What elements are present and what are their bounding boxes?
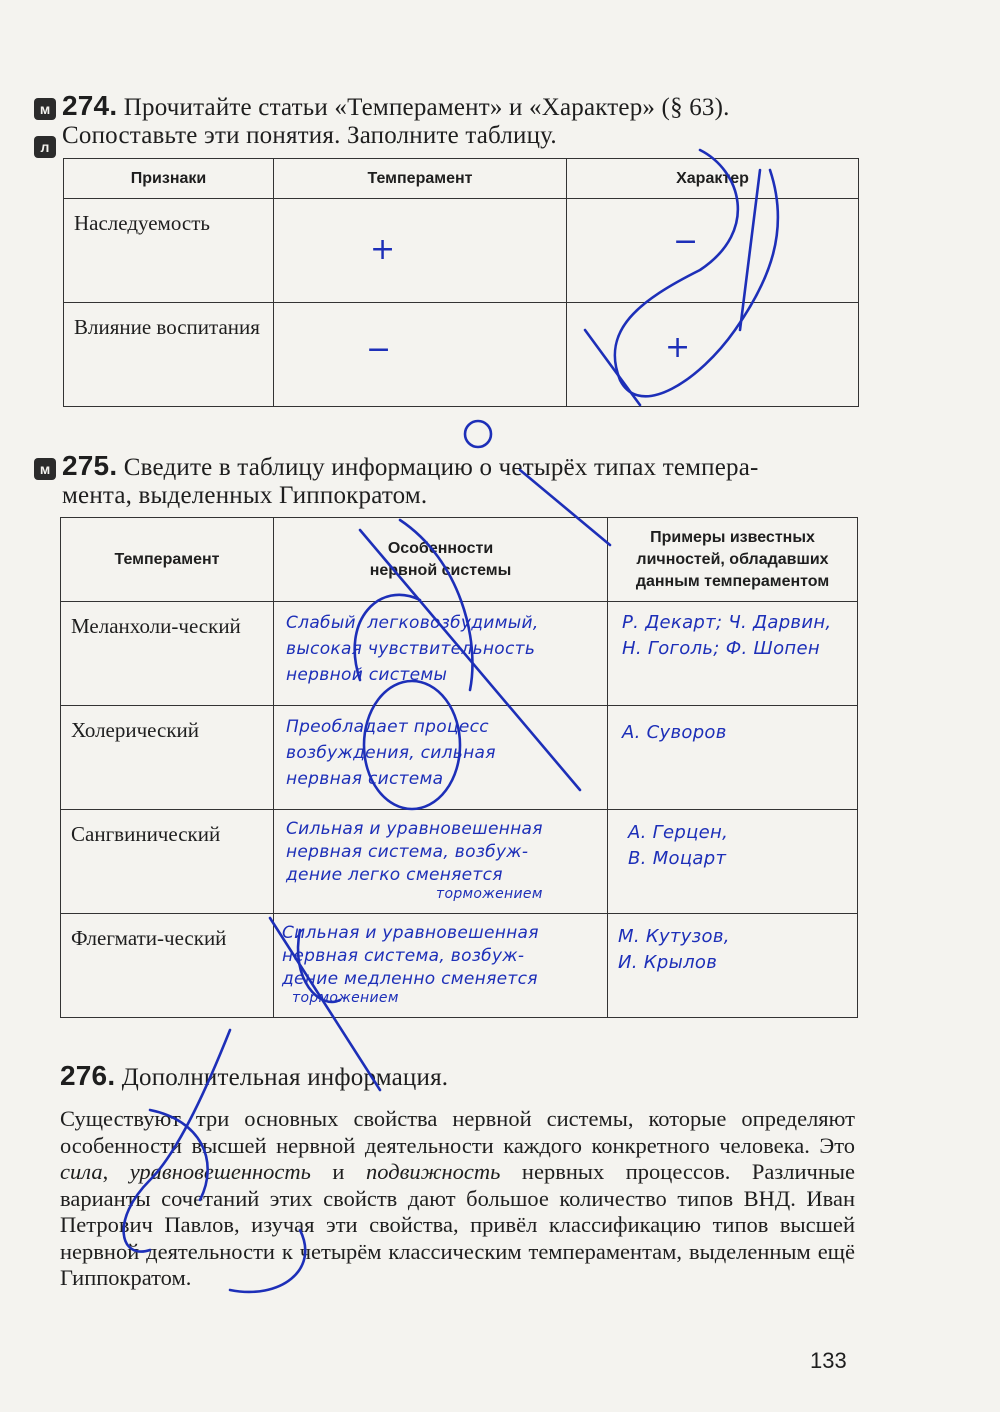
phlegmatic-label: Флегмати-ческий (61, 914, 274, 1018)
melancholic-feature-line: высокая чувствительность (286, 639, 536, 659)
table-274 (63, 158, 859, 407)
sanguine-feature-line: дение легко сменяется (286, 865, 503, 885)
table-row (64, 199, 859, 303)
melancholic-feature-line: Слабый, легковозбудимый, (286, 613, 539, 633)
sanguine-example-line: А. Герцен, (628, 822, 729, 843)
melancholic-example-line: Р. Декарт; Ч. Дарвин, (622, 612, 832, 633)
header-character: Характер (567, 159, 859, 199)
header-temperament: Темперамент (274, 159, 567, 199)
task-275-line1: Сведите в таблицу информацию о четырёх типах темпера- (123, 454, 759, 481)
task-276-title: Дополнительная информация. (121, 1064, 449, 1091)
phlegmatic-example-line: М. Кутузов, (618, 926, 730, 947)
header-temperament-type: Темперамент (61, 518, 274, 602)
melancholic-features (274, 602, 608, 706)
task-274-line1: Прочитайте статьи «Темперамент» и «Характер» (§ 63). (123, 94, 730, 121)
heredity-character-cell (567, 199, 859, 303)
table-row (61, 810, 858, 914)
melancholic-feature-line: нервной системы (286, 665, 448, 685)
task-275-number: 275. (62, 450, 118, 481)
sanguine-feature-line: нервная система, возбуж- (286, 842, 529, 862)
upbringing-character-mark: + (665, 330, 691, 365)
table-row (61, 914, 858, 1018)
phlegmatic-feature-line: дение медленно сменяется (282, 969, 538, 989)
choleric-label: Холерический (61, 706, 274, 810)
melancholic-label: Меланхоли-ческий (61, 602, 274, 706)
choleric-examples (608, 706, 858, 810)
phlegmatic-feature-line: Сильная и уравновешенная (282, 923, 539, 943)
sanguine-features (274, 810, 608, 914)
header-signs: Признаки (64, 159, 274, 199)
badge-l-274: л (34, 136, 56, 158)
task-275-line2: мента, выделенных Гиппократом. (62, 482, 428, 509)
term-balance: уравновешенность (129, 1159, 311, 1184)
badge-m-275: м (34, 458, 56, 480)
sanguine-label: Сангвинический (61, 810, 274, 914)
task-274-heading (62, 92, 862, 150)
page-number: 133 (810, 1348, 847, 1373)
header-famous-examples: Примеры известных личностей, обладавших данным темпераментом (608, 518, 858, 602)
sanguine-examples (608, 810, 858, 914)
phlegmatic-features (274, 914, 608, 1018)
table-row (61, 706, 858, 810)
term-strength: сила (60, 1159, 103, 1184)
choleric-example-line: А. Суворов (622, 722, 727, 743)
sanguine-example-line: В. Моцарт (628, 848, 727, 869)
upbringing-character-cell (567, 303, 859, 407)
task-274-number: 274. (62, 90, 118, 121)
melancholic-example-line: Н. Гоголь; Ф. Шопен (622, 638, 820, 659)
row-upbringing-label: Влияние воспитания (64, 303, 274, 407)
choleric-features (274, 706, 608, 810)
phlegmatic-feature-line: торможением (292, 990, 399, 1006)
phlegmatic-example-line: И. Крылов (618, 952, 718, 973)
header-nervous-features: Особенности нервной системы (274, 518, 608, 602)
heredity-character-mark: − (673, 224, 699, 259)
task-276-text: Существуют три основных свойства нервной системы, которые определяют особенности высшей нервной деятельности каждого конкретного человека. Это сила, уравновешенность и подвижность нервных процессов. Различные варианты сочетаний этих свойств дают большое количество типов ВНД. Иван Петрович Павлов, изучая эти свойства, привёл классификацию типов высшей нервной деятельности к четырём классическим темпераментам, выделенным ещё Гиппократом. (60, 1106, 856, 1290)
table-275 (60, 517, 858, 1018)
phlegmatic-feature-line: нервная система, возбуж- (282, 946, 525, 966)
task-276-heading (60, 1062, 860, 1092)
phlegmatic-examples (608, 914, 858, 1018)
task-276-number: 276. (60, 1060, 116, 1091)
task-274-line2: Сопоставьте эти понятия. Заполните таблицу. (62, 122, 557, 149)
upbringing-temperament-mark: − (366, 332, 392, 367)
melancholic-examples (608, 602, 858, 706)
choleric-feature-line: нервная система (286, 769, 444, 789)
sanguine-feature-line: торможением (436, 886, 543, 902)
heredity-temperament-mark: + (370, 232, 396, 267)
badge-m-274: м (34, 98, 56, 120)
sanguine-feature-line: Сильная и уравновешенная (286, 819, 543, 839)
upbringing-temperament-cell (274, 303, 567, 407)
table-row (61, 602, 858, 706)
heredity-temperament-cell (274, 199, 567, 303)
choleric-feature-line: возбуждения, сильная (286, 743, 496, 763)
choleric-feature-line: Преобладает процесс (286, 717, 489, 737)
task-275-heading (62, 452, 862, 510)
row-heredity-label: Наследуемость (64, 199, 274, 303)
term-mobility: подвижность (365, 1159, 501, 1184)
table-row (64, 303, 859, 407)
